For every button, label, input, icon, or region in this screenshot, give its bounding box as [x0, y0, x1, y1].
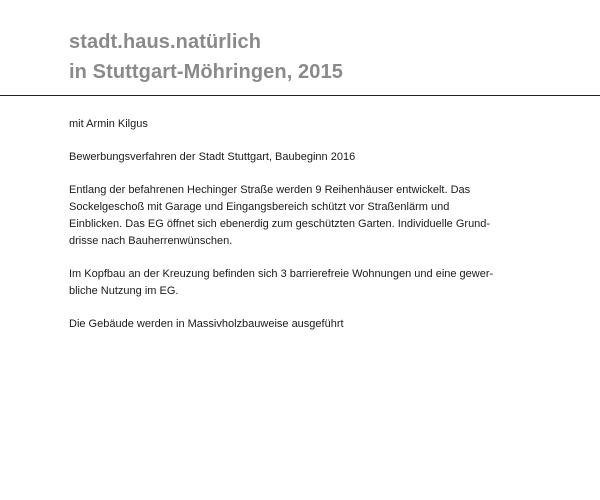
- collaborator-paragraph: [69, 116, 509, 133]
- project-description: [0, 96, 509, 333]
- text-line: bliche Nutzung im EG.: [69, 285, 179, 297]
- text-line: Entlang der befahrenen Hechinger Straße werden 9 Reihenhäuser entwickelt. Das: [69, 184, 471, 196]
- text-line: Die Gebäude werden in Massivholzbauweise ausgeführt: [69, 318, 344, 330]
- text-line: Einblicken. Das EG öffnet sich ebenerdig zum geschützten Garten. Individuelle Grund-: [69, 218, 491, 230]
- text-line: mit Armin Kilgus: [69, 118, 148, 130]
- page-header: [0, 0, 600, 96]
- text-line: drisse nach Bauherrenwünschen.: [69, 235, 233, 247]
- text-line: Sockelgeschoß mit Garage und Eingangsbereich schützt vor Straßenlärm und: [69, 201, 450, 213]
- text-line: Im Kopfbau an der Kreuzung befinden sich 3 barrierefreie Wohnungen und eine gewer-: [69, 268, 494, 280]
- corner-building-paragraph: [69, 266, 509, 300]
- project-title: stadt.haus.natürlich: [69, 31, 262, 53]
- construction-paragraph: [69, 316, 509, 333]
- procedure-paragraph: [69, 149, 509, 166]
- concept-paragraph: [69, 182, 509, 250]
- project-location-year: in Stuttgart-Möhringen, 2015: [69, 61, 343, 83]
- text-line: Bewerbungsverfahren der Stadt Stuttgart, Baubeginn 2016: [69, 151, 356, 163]
